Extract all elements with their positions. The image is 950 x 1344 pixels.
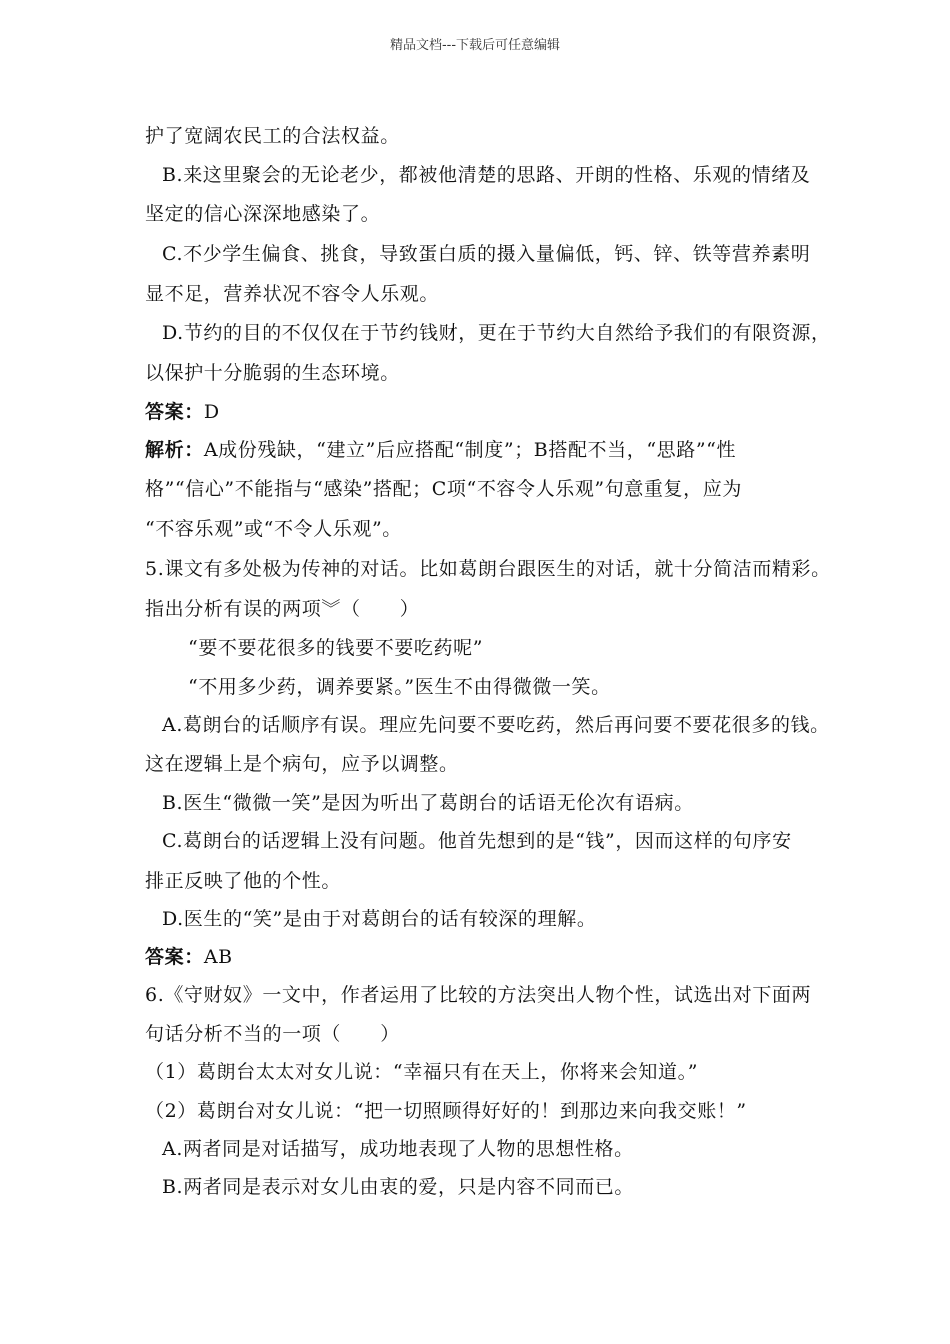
option-a-line: A.两者同是对话描写，成功地表现了人物的思想性格。	[162, 1138, 634, 1160]
answer-value: D	[203, 401, 220, 423]
option-c-line: C.不少学生偏食、挑食，导致蛋白质的摄入量偏低，钙、锌、铁等营养素明	[162, 243, 811, 265]
analysis-line	[145, 438, 736, 462]
quote-line: “不用多少药，调养要紧。”医生不由得微微一笑。	[188, 676, 611, 698]
text-line: 指出分析有误的两项︾（ ）	[145, 598, 420, 620]
sentence-2-line: （2）葛朗台对女儿说：“把一切照顾得好好的！到那边来向我交账！”	[145, 1100, 747, 1122]
option-a-line: A.葛朗台的话顺序有误。理应先问要不要吃药，然后再问要不要花很多的钱。	[162, 714, 830, 736]
text-line: 格”“信心”不能指与“感染”搭配；C项“不容令人乐观”句意重复，应为	[145, 478, 742, 500]
answer-line	[145, 945, 233, 969]
option-c-line: C.葛朗台的话逻辑上没有问题。他首先想到的是“钱”，因而这样的句序安	[162, 830, 792, 852]
text-line: 句话分析不当的一项（ ）	[145, 1023, 400, 1045]
page-header: 精品文档---下载后可任意编辑	[389, 38, 561, 53]
text-line: 护了宽阔农民工的合法权益。	[145, 125, 400, 147]
text-line: 以保护十分脆弱的生态环境。	[145, 362, 400, 384]
text-line: 这在逻辑上是个病句，应予以调整。	[145, 753, 459, 775]
answer-value: AB	[203, 946, 233, 968]
question-6-line: 6.《守财奴》一文中，作者运用了比较的方法突出人物个性，试选出对下面两	[145, 984, 812, 1006]
quote-line: “要不要花很多的钱要不要吃药呢”	[188, 637, 484, 659]
option-b-line: B.来这里聚会的无论老少，都被他清楚的思路、开朗的性格、乐观的情绪及	[162, 164, 811, 186]
option-d-line: D.医生的“笑”是由于对葛朗台的话有较深的理解。	[162, 908, 597, 930]
text-line: 排正反映了他的个性。	[145, 870, 342, 892]
question-5-line: 5.课文有多处极为传神的对话。比如葛朗台跟医生的对话，就十分简洁而精彩。	[145, 558, 831, 580]
option-b-line: B.两者同是表示对女儿由衷的爱，只是内容不同而已。	[162, 1176, 635, 1198]
answer-label: 答案：	[145, 946, 204, 968]
analysis-text: A成份残缺，“建立”后应搭配“制度”；B搭配不当，“思路”“性	[203, 439, 737, 461]
text-line: “不容乐观”或“不令人乐观”。	[145, 518, 402, 540]
text-line: 坚定的信心深深地感染了。	[145, 203, 381, 225]
analysis-label: 解析：	[145, 439, 204, 461]
option-b-line: B.医生“微微一笑”是因为听出了葛朗台的话语无伦次有语病。	[162, 792, 694, 814]
answer-label: 答案：	[145, 401, 204, 423]
answer-line	[145, 400, 220, 424]
text-line: 显不足，营养状况不容令人乐观。	[145, 283, 440, 305]
sentence-1-line: （1）葛朗台太太对女儿说：“幸福只有在天上，你将来会知道。”	[145, 1061, 699, 1083]
option-d-line: D.节约的目的不仅仅在于节约钱财，更在于节约大自然给予我们的有限资源，	[162, 322, 831, 344]
